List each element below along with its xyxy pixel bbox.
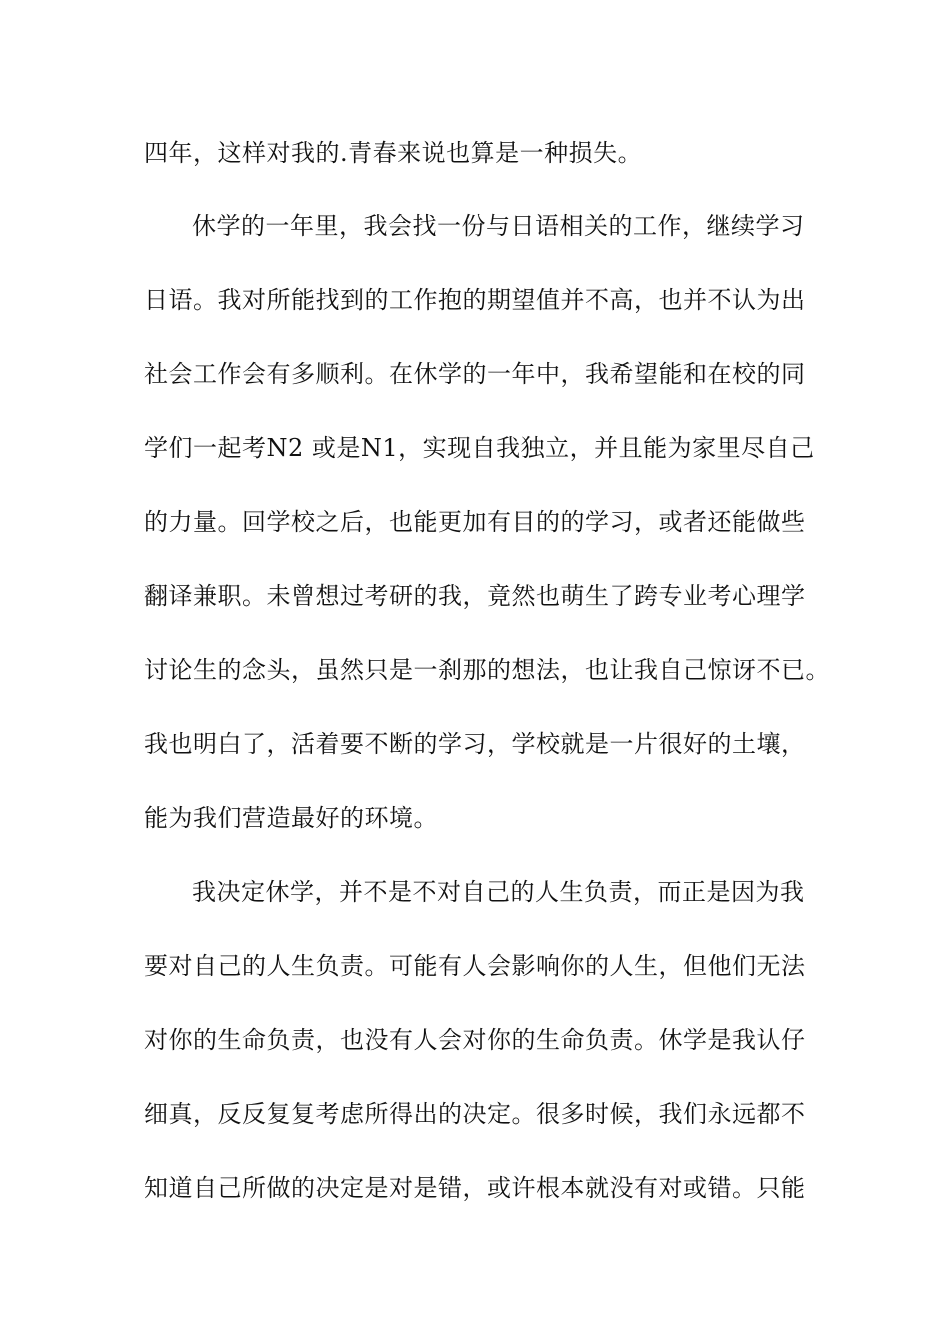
- text-line: 要对自己的人生负责。可能有人会影响你的人生，但他们无法: [144, 952, 806, 980]
- text-line: 知道自己所做的决定是对是错，或许根本就没有对或错。只能: [144, 1174, 806, 1202]
- text-line: 翻译兼职。未曾想过考研的我，竟然也萌生了跨专业考心理学: [144, 582, 806, 610]
- text-line: 讨论生的念头，虽然只是一刹那的想法，也让我自己惊讶不已。: [144, 656, 830, 684]
- text-line: 对你的生命负责，也没有人会对你的生命负责。休学是我认仔: [144, 1026, 806, 1054]
- text-line: 四年，这样对我的.青春来说也算是一种损失。: [144, 139, 643, 167]
- text-line: 日语。我对所能找到的工作抱的期望值并不高，也并不认为出: [144, 286, 806, 314]
- text-line: 的力量。回学校之后，也能更加有目的的学习，或者还能做些: [144, 508, 806, 536]
- text-line: 学们一起考N2 或是N1，实现自我独立，并且能为家里尽自己: [144, 434, 815, 462]
- paragraph-first-line: 休学的一年里，我会找一份与日语相关的工作，继续学习: [192, 212, 805, 240]
- paragraph-first-line: 我决定休学，并不是不对自己的人生负责，而正是因为我: [192, 878, 805, 906]
- text-line: 社会工作会有多顺利。在休学的一年中，我希望能和在校的同: [144, 360, 806, 388]
- text-line: 我也明白了，活着要不断的学习，学校就是一片很好的土壤，: [144, 730, 806, 758]
- text-line: 细真，反反复复考虑所得出的决定。很多时候，我们永远都不: [144, 1100, 806, 1128]
- text-line: 能为我们营造最好的环境。: [144, 804, 438, 832]
